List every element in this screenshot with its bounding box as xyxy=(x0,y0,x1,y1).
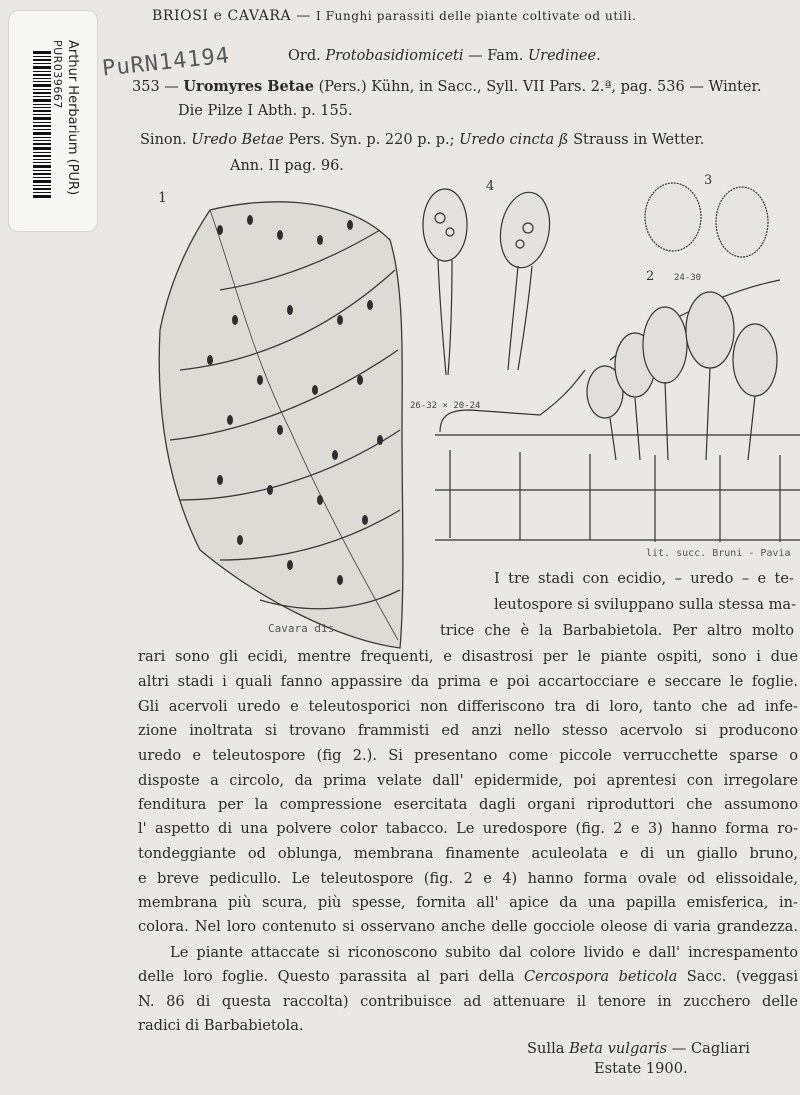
body-line-7: zione inoltrata si trovano frammisti ed anzi nello stesso acervolo si producono xyxy=(138,722,798,739)
header-authors: BRIOSI e CAVARA xyxy=(152,8,292,24)
species-heading xyxy=(132,78,761,95)
body-line-1: I tre stadi con ecidio, – uredo – e te- xyxy=(494,570,794,587)
fig-1-label: 1 xyxy=(158,190,167,206)
synonym-1-ref: Pers. Syn. p. 220 p. p.; xyxy=(288,132,455,148)
synonyms-line2: Ann. II pag. 96. xyxy=(230,158,344,174)
body-line-4: rari sono gli ecidi, mentre frequenti, e disastrosi per le piante ospiti, sono i due xyxy=(138,648,798,665)
species-citation: (Pers.) Kühn, in Sacc., Syll. VII Pars. 2.ª, pag. 536 — Winter. xyxy=(318,79,762,95)
order-name: Protobasidiomiceti xyxy=(325,48,464,64)
synonym-2: Uredo cincta ß xyxy=(459,132,569,148)
cross-section-figure xyxy=(435,280,800,542)
fig-4-label: 4 xyxy=(486,179,495,194)
body-para2-line-3: N. 86 di questa raccolta) contribuisce ad attenuare il tenore in zucchero delle xyxy=(138,993,798,1010)
synonyms xyxy=(140,132,704,148)
body-line-12: tondeggiante od oblunga, membrana finamente aculeolata e di un giallo bruno, xyxy=(138,845,798,862)
species-number: 353 — xyxy=(132,79,179,95)
body-line-10: fenditura per la compressione esercitata dagli organi riproduttori che assumono xyxy=(138,796,798,813)
body-line-15: colora. Nel loro contenuto si osservano anche delle gocciole oleose di varia grandezza. xyxy=(138,918,798,935)
fig-3-label: 3 xyxy=(704,173,713,188)
body-line-13: e breve pedicullo. Le teleutospore (fig. 2 e 4) hanno forma ovale od elissoidale, xyxy=(138,870,798,887)
para2-text-end: Sacc. (veggasi xyxy=(686,968,799,985)
body-line-9: disposte a circolo, da prima velate dall' epidermide, poi aprentesi con irregolare xyxy=(138,772,798,789)
handwritten-accession: PuRN14194 xyxy=(101,43,232,82)
collection-locality xyxy=(527,1040,750,1057)
fig-2-size: 24-30 xyxy=(674,273,702,283)
family-name: Uredinee. xyxy=(527,48,601,64)
para2-italic-species: Cercospora beticola xyxy=(524,968,678,985)
taxonomy-order xyxy=(288,48,601,64)
locality-place: — Cagliari xyxy=(671,1040,750,1057)
species-name: Uromyres Betae xyxy=(183,78,315,95)
barcode-number: PUR039667 xyxy=(51,40,64,109)
order-label: Ord. xyxy=(288,48,321,64)
body-line-11: l' aspetto di una polvere color tabacco. Le uredospore (fig. 2 e 3) hanno forma ro- xyxy=(138,820,798,837)
teleutospore-figure xyxy=(423,188,555,375)
family-label: — Fam. xyxy=(468,48,524,64)
synonym-1: Uredo Betae xyxy=(191,132,284,148)
page-header xyxy=(152,8,637,24)
locality-prefix: Sulla xyxy=(527,1040,565,1057)
body-line-2: leutospore si sviluppano sulla stessa ma- xyxy=(494,596,797,613)
body-para2-line-4: radici di Barbabietola. xyxy=(138,1017,304,1034)
host-plant: Beta vulgaris xyxy=(569,1040,668,1057)
fig-4-size: 26-32 × 20-24 xyxy=(410,401,481,411)
fig-2-label: 2 xyxy=(646,269,655,284)
body-line-6: Gli acervoli uredo e teleutosporici non differiscono tra di loro, tanto che ad infe- xyxy=(138,698,798,715)
herbarium-name: Arthur Herbarium (PUR) xyxy=(65,40,80,196)
uredospore-figure xyxy=(645,183,768,257)
species-citation-line2: Die Pilze I Abth. p. 155. xyxy=(178,103,353,119)
printer-credit: lit. succ. Bruni - Pavia xyxy=(646,548,791,559)
artist-signature: Cavara dis xyxy=(268,622,335,635)
barcode xyxy=(33,51,51,201)
header-title: I Funghi parassiti delle piante coltivate od utili. xyxy=(315,9,637,23)
barcode-graphic xyxy=(33,51,51,201)
para2-text: delle loro foglie. Questo parassita al pari della xyxy=(138,968,515,985)
body-line-8: uredo e teleutospore (fig 2.). Si presentano come piccole verrucchette sparse o xyxy=(138,747,798,764)
body-para2-line-1: Le piante attaccate si riconoscono subito dal colore livido e dall' increspamento xyxy=(170,944,798,961)
body-line-14: membrana più scura, più spesse, fornita all' apice da una papilla emisferica, in- xyxy=(138,894,798,911)
body-para2-line-2 xyxy=(138,968,798,985)
leaf-illustration xyxy=(159,202,403,648)
collection-date: Estate 1900. xyxy=(594,1060,688,1077)
body-line-3: trice che è la Barbabietola. Per altro molto xyxy=(440,622,794,639)
header-dash: — xyxy=(296,8,311,24)
body-line-5: altri stadi i quali fanno appassire da prima e poi accartocciare e seccare le foglie. xyxy=(138,673,798,690)
synonym-2-ref: Strauss in Wetter. xyxy=(573,132,705,148)
synonyms-label: Sinon. xyxy=(140,132,187,148)
